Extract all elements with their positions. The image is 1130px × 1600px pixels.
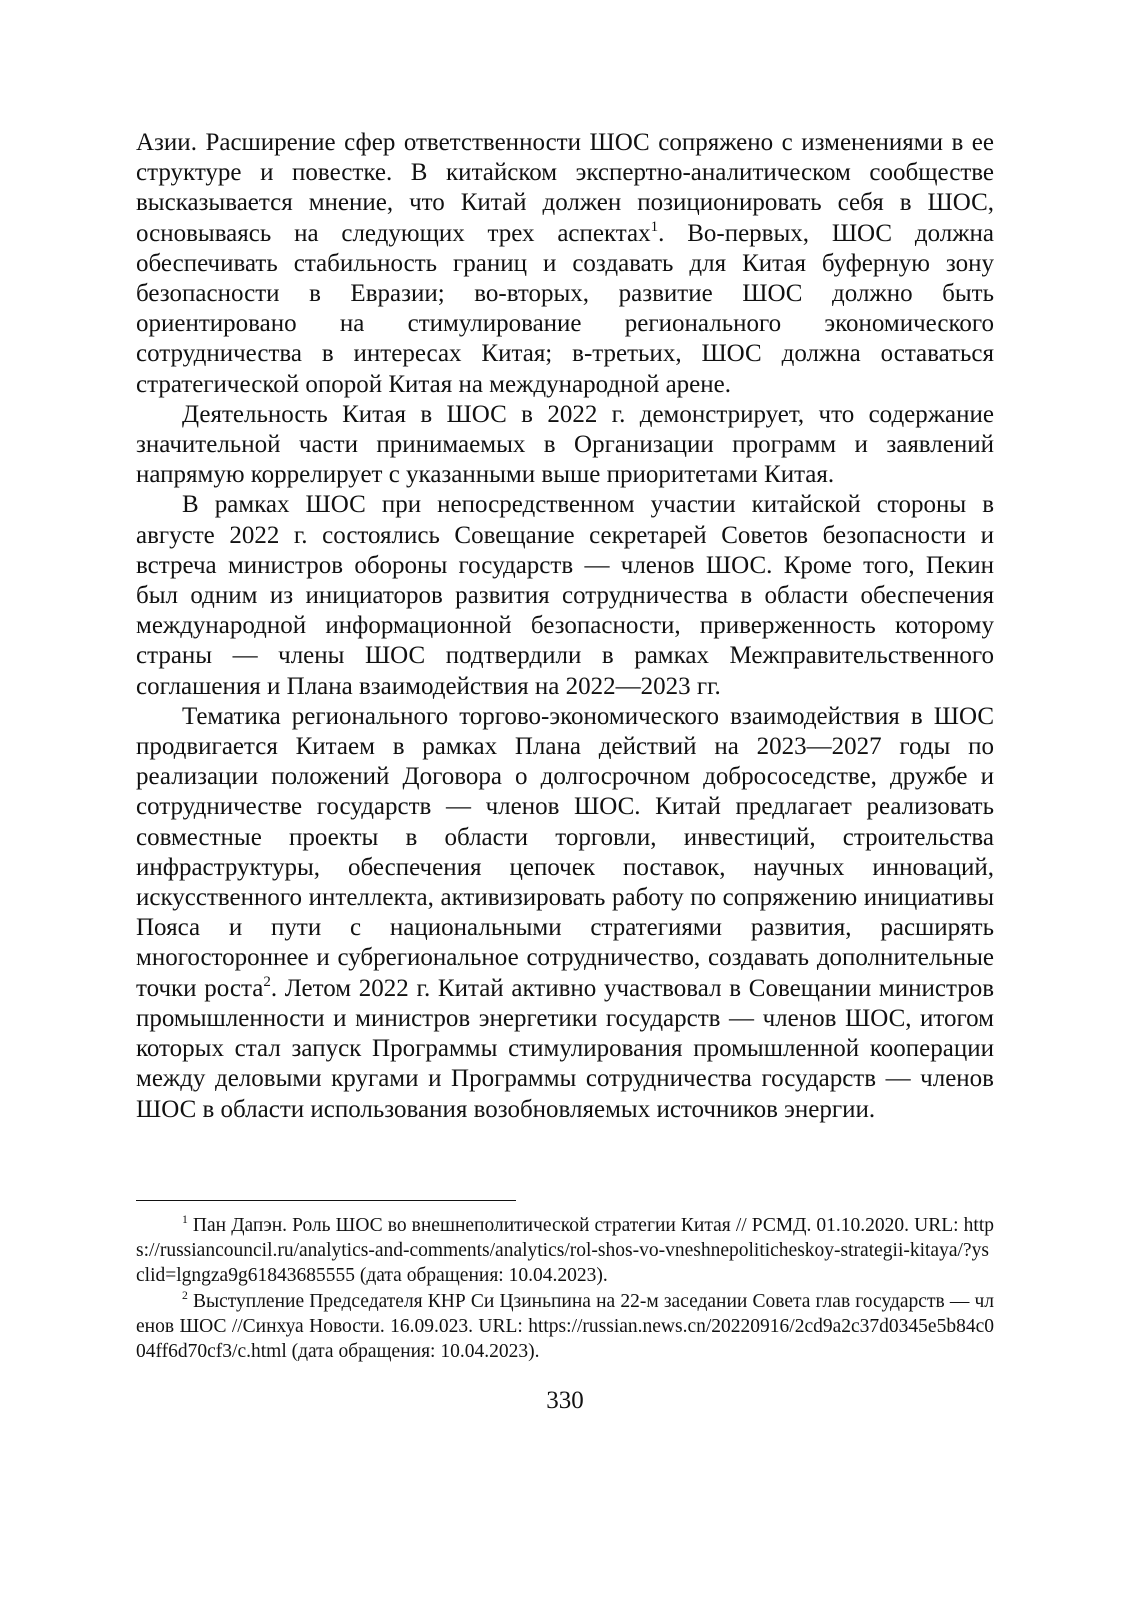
footnote-ref-1[interactable]: 1 <box>650 218 659 235</box>
footnote-ref-2[interactable]: 2 <box>263 973 271 990</box>
paragraph-4-tail: . Летом 2022 г. Китай активно участвовал в Совещании министров промышленности и министров энергетики государств — членов ШОС, итогом которых стал запуск Программы стимулирования промышленной кооперации между деловыми кругами и Программы сотрудничества государств — членов ШОС в области использования возобновляемых источников энергии. <box>136 974 995 1123</box>
footnote-separator <box>136 1200 516 1201</box>
paragraph-1-tail: . Во-первых, ШОС должна обеспечивать стабильность границ и создавать для Китая буферную зону безопасности в Евразии; во-вторых, развитие ШОС должно быть ориентировано на стимулирование регионального экономического сотрудничества в интересах Китая; в-третьих, ШОС должна оставаться стратегической опорой Китая на международной арене. <box>136 219 994 398</box>
paragraph-2: Деятельность Китая в ШОС в 2022 г. демонстрирует, что содержание значительной части принимаемых в Организации программ и заявлений напрямую коррелирует с указанными выше приоритетами Китая. <box>136 400 994 489</box>
paragraph-4 <box>136 702 994 1125</box>
footnote-1-text: Пан Дапэн. Роль ШОС во внешнеполитической стратегии Китая // РСМД. 01.10.2020. URL: https://russiancouncil.ru/analytics-and-comments/analytics/rol-shos-vo-vneshnepoliticheskoy-strategii-kitaya/?ysclid=lgngza9g61843685555 (дата обращения: 10.04.2023). <box>136 1215 994 1287</box>
footnote-1 <box>136 1213 994 1289</box>
page-number: 330 <box>546 1387 584 1414</box>
footnote-2 <box>136 1289 994 1365</box>
footnote-1-number: 1 <box>182 1213 188 1227</box>
footnotes <box>136 1213 994 1364</box>
paragraph-3: В рамках ШОС при непосредственном участии китайской стороны в августе 2022 г. состоялись Совещание секретарей Советов безопасности и встреча министров обороны государств — членов ШОС. Кроме того, Пекин был одним из инициаторов развития сотрудничества в области обеспечения международной информационной безопасности, приверженность которому страны — члены ШОС подтвердили в рамках Межправительственного соглашения и Плана взаимодействия на 2022—2023 гг. <box>136 491 994 700</box>
body-text <box>136 128 994 1125</box>
paragraph-4-text: Тематика регионального торгово-экономического взаимодействия в ШОС продвигается Китаем в рамках Плана действий на 2023—2027 годы по реализации положений Договора о долгосрочном добрососедстве, дружбе и сотрудничестве государств — членов ШОС. Китай предлагает реализовать совместные проекты в области торговли, инвестиций, строительства инфраструктуры, обеспечения цепочек поставок, научных инноваций, искусственного интеллекта, активизировать работу по сопряжению инициативы Пояса и пути с национальными стратегиями развития, расширять многостороннее и субрегиональное сотрудничество, создавать дополнительные точки роста <box>136 702 994 1002</box>
footnote-2-text: Выступление Председателя КНР Си Цзиньпина на 22-м заседании Совета глав государств — членов ШОС //Синхуа Новости. 16.09.023. URL: https://russian.news.cn/20220916/2cd9a2c37d0345e5b84c004ff6d70cf3/c.html (дата обращения: 10.04.2023). <box>136 1290 994 1363</box>
paragraph-1 <box>136 128 994 400</box>
footnote-2-number: 2 <box>182 1289 188 1303</box>
paragraph-1-text: Азии. Расширение сфер ответственности ШОС сопряжено с изменениями в ее структуре и повестке. В китайском экспертно-аналитическом сообществе высказывается мнение, что Китай должен позиционировать себя в ШОС, основываясь на следующих трех аспектах <box>136 129 994 247</box>
